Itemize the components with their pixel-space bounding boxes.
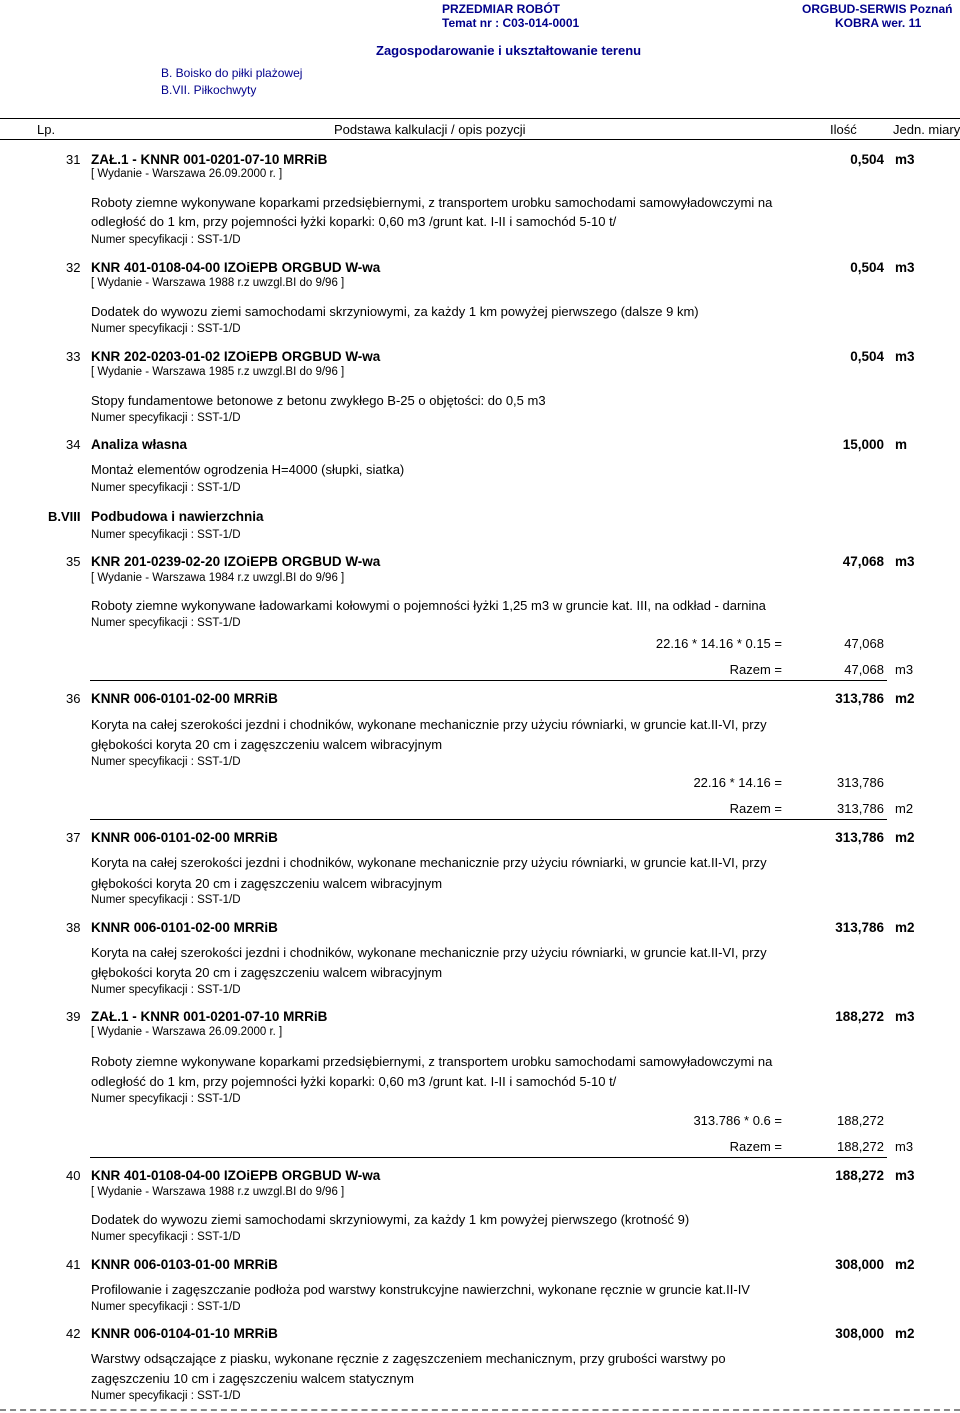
row-description-2: głębokości koryta 20 cm i zagęszczeniu walcem wibracyjnym: [91, 876, 443, 891]
row-unit: m3: [895, 1009, 915, 1024]
row-total-value: 188,272: [837, 1139, 884, 1154]
row-description-2: zagęszczeniu 10 cm i zagęszczeniu walcem statycznym: [91, 1371, 414, 1386]
row-code: KNR 401-0108-04-00 IZOiEPB ORGBUD W-wa: [91, 260, 381, 275]
row-total-value: 47,068: [844, 662, 884, 677]
row-calc-formula: 22.16 * 14.16 * 0.15 =: [655, 636, 782, 651]
row-code: KNNR 006-0101-02-00 MRRiB: [91, 830, 278, 845]
row-number: 31: [66, 152, 81, 167]
row-code: KNNR 006-0101-02-00 MRRiB: [91, 691, 278, 706]
row-description: Koryta na całej szerokości jezdni i chodników, wykonane mechanicznie przy użyciu równiarki, w gruncie kat.II-VI, przy: [91, 855, 767, 870]
column-unit: Jedn. miary: [893, 122, 960, 137]
row-qty: 308,000: [835, 1326, 884, 1341]
row-number: 42: [66, 1326, 81, 1341]
row-code: Analiza własna: [91, 437, 188, 452]
row-spec: Numer specyfikacji : SST-1/D: [91, 482, 241, 494]
row-number: 36: [66, 691, 81, 706]
row-spec: Numer specyfikacji : SST-1/D: [91, 412, 241, 424]
row-number: 32: [66, 260, 81, 275]
row-spec: Numer specyfikacji : SST-1/D: [91, 984, 241, 996]
row-description-2: głębokości koryta 20 cm i zagęszczeniu walcem wibracyjnym: [91, 965, 443, 980]
row-edition: [ Wydanie - Warszawa 1985 r.z uwzgl.BI do 9/96 ]: [91, 366, 345, 378]
row-description: Montaż elementów ogrodzenia H=4000 (słupki, siatka): [91, 462, 405, 477]
row-spec: Numer specyfikacji : SST-1/D: [91, 1390, 241, 1402]
company-name: ORGBUD-SERWIS Poznań: [802, 2, 953, 16]
row-description-2: odległość do 1 km, przy pojemności łyżki koparki: 0,60 m3 /grunt kat. I-II i samochód 5-10 t/: [91, 214, 617, 229]
row-spec: Numer specyfikacji : SST-1/D: [91, 1231, 241, 1243]
row-spec: Numer specyfikacji : SST-1/D: [91, 1301, 241, 1313]
row-spec: Numer specyfikacji : SST-1/D: [91, 756, 241, 768]
row-description-2: głębokości koryta 20 cm i zagęszczeniu walcem wibracyjnym: [91, 737, 443, 752]
row-code: KNR 201-0239-02-20 IZOiEPB ORGBUD W-wa: [91, 554, 381, 569]
row-code: KNNR 006-0103-01-00 MRRiB: [91, 1257, 278, 1272]
row-calc-value: 47,068: [844, 636, 884, 651]
row-code: KNR 401-0108-04-00 IZOiEPB ORGBUD W-wa: [91, 1168, 381, 1183]
row-code: KNNR 006-0104-01-10 MRRiB: [91, 1326, 278, 1341]
project-title: Zagospodarowanie i ukształtowanie terenu: [376, 43, 642, 58]
row-total-label: Razem =: [729, 1139, 782, 1154]
row-calc-value: 188,272: [837, 1113, 884, 1128]
row-number: 40: [66, 1168, 81, 1183]
row-unit: m3: [895, 554, 915, 569]
section-title: Podbudowa i nawierzchnia: [91, 509, 264, 524]
row-unit: m3: [895, 152, 915, 167]
row-description: Roboty ziemne wykonywane koparkami przedsiębiernymi, z transportem urobku samochodami samowyładowczymi na: [91, 195, 773, 210]
row-qty: 188,272: [835, 1009, 884, 1024]
row-total-label: Razem =: [729, 662, 782, 677]
row-calc-formula: 313.786 * 0.6 =: [693, 1113, 782, 1128]
section-name: B. Boisko do piłki plażowej: [161, 66, 303, 80]
row-qty: 188,272: [835, 1168, 884, 1183]
row-spec: Numer specyfikacji : SST-1/D: [91, 234, 241, 246]
row-description: Dodatek do wywozu ziemi samochodami skrzyniowymi, za każdy 1 km powyżej pierwszego (krotność 9): [91, 1212, 690, 1227]
row-code: ZAŁ.1 - KNNR 001-0201-07-10 MRRiB: [91, 152, 328, 167]
topic-number: Temat nr : C03-014-0001: [442, 16, 580, 30]
row-total-label: Razem =: [729, 801, 782, 816]
row-edition: [ Wydanie - Warszawa 1984 r.z uwzgl.BI do 9/96 ]: [91, 572, 345, 584]
row-total-unit: m3: [895, 1139, 914, 1154]
row-qty: 0,504: [850, 152, 884, 167]
row-code: ZAŁ.1 - KNNR 001-0201-07-10 MRRiB: [91, 1009, 328, 1024]
row-calc-formula: 22.16 * 14.16 =: [693, 775, 782, 790]
row-qty: 313,786: [835, 691, 884, 706]
row-edition: [ Wydanie - Warszawa 1988 r.z uwzgl.BI do 9/96 ]: [91, 1186, 345, 1198]
row-description: Dodatek do wywozu ziemi samochodami skrzyniowymi, za każdy 1 km powyżej pierwszego (dalsze 9 km): [91, 304, 699, 319]
section-number: B.VIII: [48, 509, 81, 524]
row-spec: Numer specyfikacji : SST-1/D: [91, 323, 241, 335]
row-qty: 47,068: [842, 554, 884, 569]
row-spec: Numer specyfikacji : SST-1/D: [91, 529, 241, 541]
row-unit: m3: [895, 1168, 915, 1183]
row-number: 38: [66, 920, 81, 935]
row-qty: 313,786: [835, 920, 884, 935]
row-qty: 0,504: [850, 260, 884, 275]
row-code: KNR 202-0203-01-02 IZOiEPB ORGBUD W-wa: [91, 349, 381, 364]
row-total-unit: m3: [895, 662, 914, 677]
row-qty: 313,786: [835, 830, 884, 845]
row-description: Stopy fundamentowe betonowe z betonu zwykłego B-25 o objętości: do 0,5 m3: [91, 393, 546, 408]
row-unit: m3: [895, 349, 915, 364]
page-edge: [0, 1409, 960, 1411]
row-total-unit: m2: [895, 801, 914, 816]
row-code: KNNR 006-0101-02-00 MRRiB: [91, 920, 278, 935]
row-description: Koryta na całej szerokości jezdni i chodników, wykonane mechanicznie przy użyciu równiarki, w gruncie kat.II-VI, przy: [91, 945, 767, 960]
row-number: 37: [66, 830, 81, 845]
row-spec: Numer specyfikacji : SST-1/D: [91, 894, 241, 906]
row-edition: [ Wydanie - Warszawa 26.09.2000 r. ]: [91, 1026, 283, 1038]
software-version: KOBRA wer. 11: [835, 16, 922, 30]
row-spec: Numer specyfikacji : SST-1/D: [91, 617, 241, 629]
row-number: 33: [66, 349, 81, 364]
row-description: Roboty ziemne wykonywane ładowarkami kołowymi o pojemności łyżki 1,25 m3 w gruncie kat. III, na odkład - darnina: [91, 598, 766, 613]
row-description: Roboty ziemne wykonywane koparkami przedsiębiernymi, z transportem urobku samochodami samowyładowczymi na: [91, 1054, 773, 1069]
row-unit: m3: [895, 260, 915, 275]
row-description: Profilowanie i zagęszczanie podłoża pod warstwy konstrukcyjne nawierzchni, wykonane ręcznie w gruncie kat.II-IV: [91, 1282, 750, 1297]
row-qty: 15,000: [842, 437, 884, 452]
row-number: 39: [66, 1009, 81, 1024]
subsection-name: B.VII. Piłkochwyty: [161, 83, 257, 97]
row-description: Koryta na całej szerokości jezdni i chodników, wykonane mechanicznie przy użyciu równiarki, w gruncie kat.II-VI, przy: [91, 717, 767, 732]
row-unit: m2: [895, 830, 915, 845]
column-basis: Podstawa kalkulacji / opis pozycji: [334, 122, 526, 137]
row-number: 35: [66, 554, 81, 569]
column-qty: Ilość: [830, 122, 857, 137]
row-unit: m: [895, 437, 908, 452]
row-unit: m2: [895, 1326, 915, 1341]
row-description-2: odległość do 1 km, przy pojemności łyżki koparki: 0,60 m3 /grunt kat. I-II i samochód 5-10 t/: [91, 1074, 617, 1089]
row-number: 34: [66, 437, 81, 452]
row-description: Warstwy odsączające z piasku, wykonane ręcznie z zagęszczeniem mechanicznym, przy grubości warstwy po: [91, 1351, 726, 1366]
row-total-value: 313,786: [837, 801, 884, 816]
row-number: 41: [66, 1257, 81, 1272]
row-edition: [ Wydanie - Warszawa 26.09.2000 r. ]: [91, 168, 283, 180]
row-qty: 308,000: [835, 1257, 884, 1272]
document-type: PRZEDMIAR ROBÓT: [442, 2, 560, 16]
row-spec: Numer specyfikacji : SST-1/D: [91, 1093, 241, 1105]
row-edition: [ Wydanie - Warszawa 1988 r.z uwzgl.BI do 9/96 ]: [91, 277, 345, 289]
row-unit: m2: [895, 691, 915, 706]
row-qty: 0,504: [850, 349, 884, 364]
column-lp: Lp.: [37, 122, 56, 137]
row-unit: m2: [895, 920, 915, 935]
row-unit: m2: [895, 1257, 915, 1272]
row-calc-value: 313,786: [837, 775, 884, 790]
